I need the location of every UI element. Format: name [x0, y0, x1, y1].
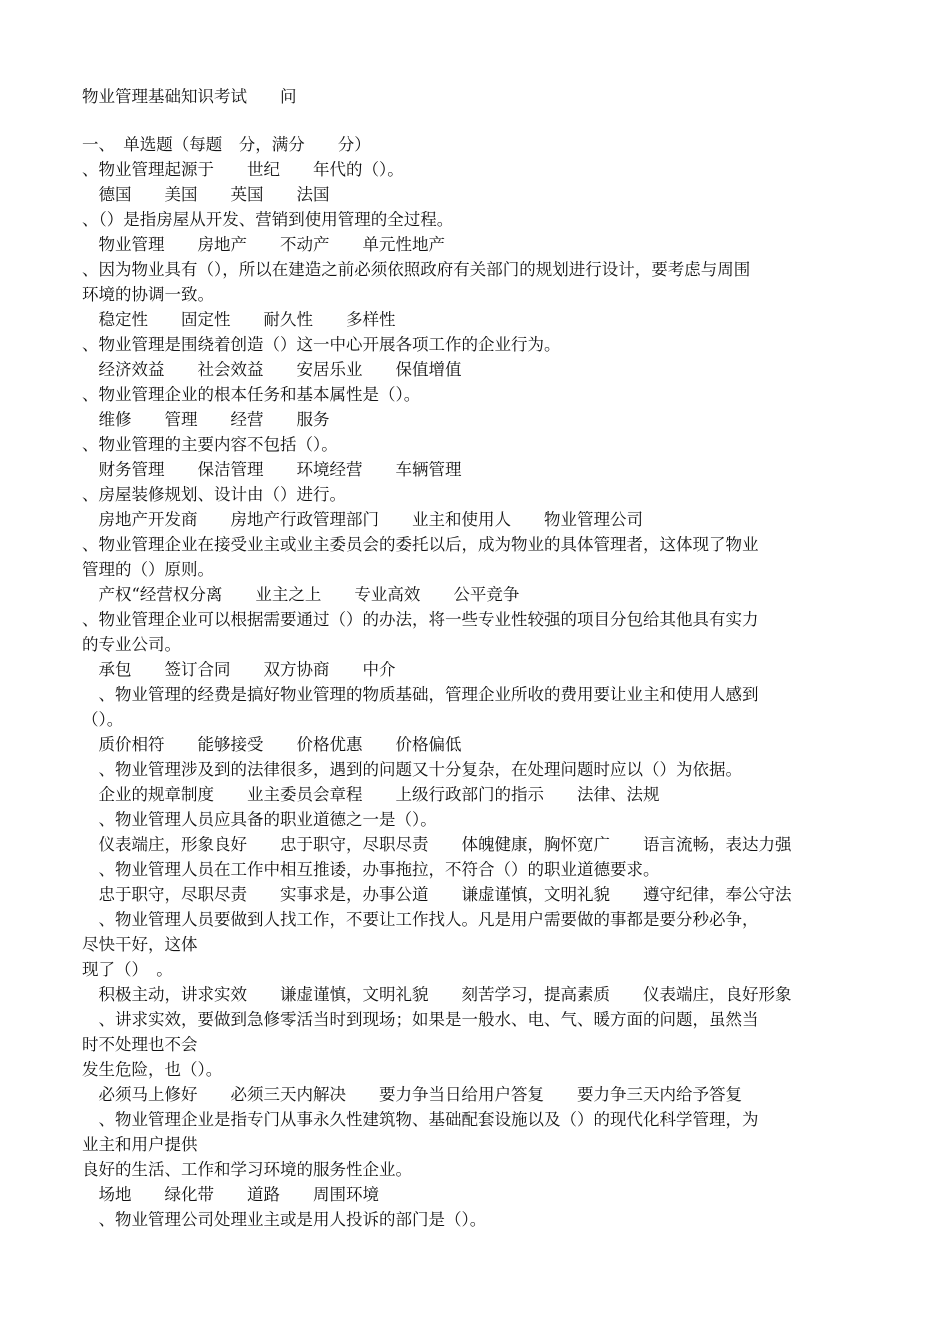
- options-line: 承包 签订合同 双方协商 中介: [82, 660, 396, 679]
- question-line: 、物业管理人员要做到人找工作，不要让工作找人。凡是用户需要做的事都是要分秒必争，: [82, 910, 759, 929]
- section-heading: 一、 单选题（每题 分，满分 分）: [82, 135, 371, 154]
- question-line: 、物业管理人员应具备的职业道德之一是（）。: [82, 810, 437, 829]
- options-line: 仪表端庄，形象良好 忠于职守，尽职尽责 体魄健康，胸怀宽广 语言流畅，表达力强: [82, 835, 792, 854]
- question-line: 、物业管理是围绕着创造（）这一中心开展各项工作的企业行为。: [82, 335, 561, 354]
- options-line: 经济效益 社会效益 安居乐业 保值增值: [82, 360, 462, 379]
- question-line: 、物业管理涉及到的法律很多，遇到的问题又十分复杂，在处理问题时应以（）为依据。: [82, 760, 742, 779]
- question-line-cont: 时不处理也不会: [82, 1035, 198, 1054]
- question-line: 、物业管理起源于 世纪 年代的（）。: [82, 160, 404, 179]
- question-line: 、物业管理企业的根本任务和基本属性是（）。: [82, 385, 421, 404]
- question-line: 、物业管理企业在接受业主或业主委员会的委托以后，成为物业的具体管理者，这体现了物业: [82, 535, 759, 554]
- question-line-cont: 现了（） 。: [82, 960, 173, 979]
- question-line-cont: 尽快干好，这体: [82, 935, 198, 954]
- options-line: 企业的规章制度 业主委员会章程 上级行政部门的指示 法律、法规: [82, 785, 660, 804]
- question-line: 、因为物业具有（），所以在建造之前必须依照政府有关部门的规划进行设计，要考虑与周围: [82, 260, 751, 279]
- question-line-cont: 业主和用户提供: [82, 1135, 198, 1154]
- options-line: 场地 绿化带 道路 周围环境: [82, 1185, 379, 1204]
- options-line: 财务管理 保洁管理 环境经营 车辆管理: [82, 460, 462, 479]
- options-line: 必须马上修好 必须三天内解决 要力争当日给用户答复 要力争三天内给予答复: [82, 1085, 742, 1104]
- options-line: 忠于职守，尽职尽责 实事求是，办事公道 谦虚谨慎，文明礼貌 遵守纪律，奉公守法: [82, 885, 792, 904]
- options-line: 产权“经营权分离 业主之上 专业高效 公平竞争: [82, 585, 520, 604]
- question-line-cont: 的专业公司。: [82, 635, 181, 654]
- question-line-cont: 发生危险，也（）。: [82, 1060, 223, 1079]
- question-line: 、房屋装修规划、设计由（）进行。: [82, 485, 346, 504]
- question-line: 、物业管理的主要内容不包括（）。: [82, 435, 338, 454]
- options-line: 物业管理 房地产 不动产 单元性地产: [82, 235, 445, 254]
- question-line-cont: 环境的协调一致。: [82, 285, 214, 304]
- question-line-cont: （）。: [82, 710, 124, 729]
- options-line: 德国 美国 英国 法国: [82, 185, 330, 204]
- options-line: 稳定性 固定性 耐久性 多样性: [82, 310, 396, 329]
- options-line: 质价相符 能够接受 价格优惠 价格偏低: [82, 735, 462, 754]
- options-line: 房地产开发商 房地产行政管理部门 业主和使用人 物业管理公司: [82, 510, 643, 529]
- document-title: 物业管理基础知识考试 问: [82, 87, 297, 106]
- question-line: 、物业管理人员在工作中相互推诿，办事拖拉，不符合（）的职业道德要求。: [82, 860, 660, 879]
- question-line: 、（）是指房屋从开发、营销到使用管理的全过程。: [82, 210, 454, 229]
- question-line: 、物业管理的经费是搞好物业管理的物质基础，管理企业所收的费用要让业主和使用人感到: [82, 685, 759, 704]
- question-line: 、物业管理公司处理业主或是用人投诉的部门是（）。: [82, 1210, 487, 1229]
- options-line: 积极主动，讲求实效 谦虚谨慎，文明礼貌 刻苦学习，提高素质 仪表端庄，良好形象: [82, 985, 792, 1004]
- question-line: 、物业管理企业可以根据需要通过（）的办法，将一些专业性较强的项目分包给其他具有实力: [82, 610, 759, 629]
- question-line-cont: 管理的（）原则。: [82, 560, 214, 579]
- question-line: 、讲求实效，要做到急修零活当时到现场；如果是一般水、电、气、暖方面的问题，虽然当: [82, 1010, 759, 1029]
- question-line: 、物业管理企业是指专门从事永久性建筑物、基础配套设施以及（）的现代化科学管理，为: [82, 1110, 759, 1129]
- options-line: 维修 管理 经营 服务: [82, 410, 330, 429]
- question-line-cont: 良好的生活、工作和学习环境的服务性企业。: [82, 1160, 412, 1179]
